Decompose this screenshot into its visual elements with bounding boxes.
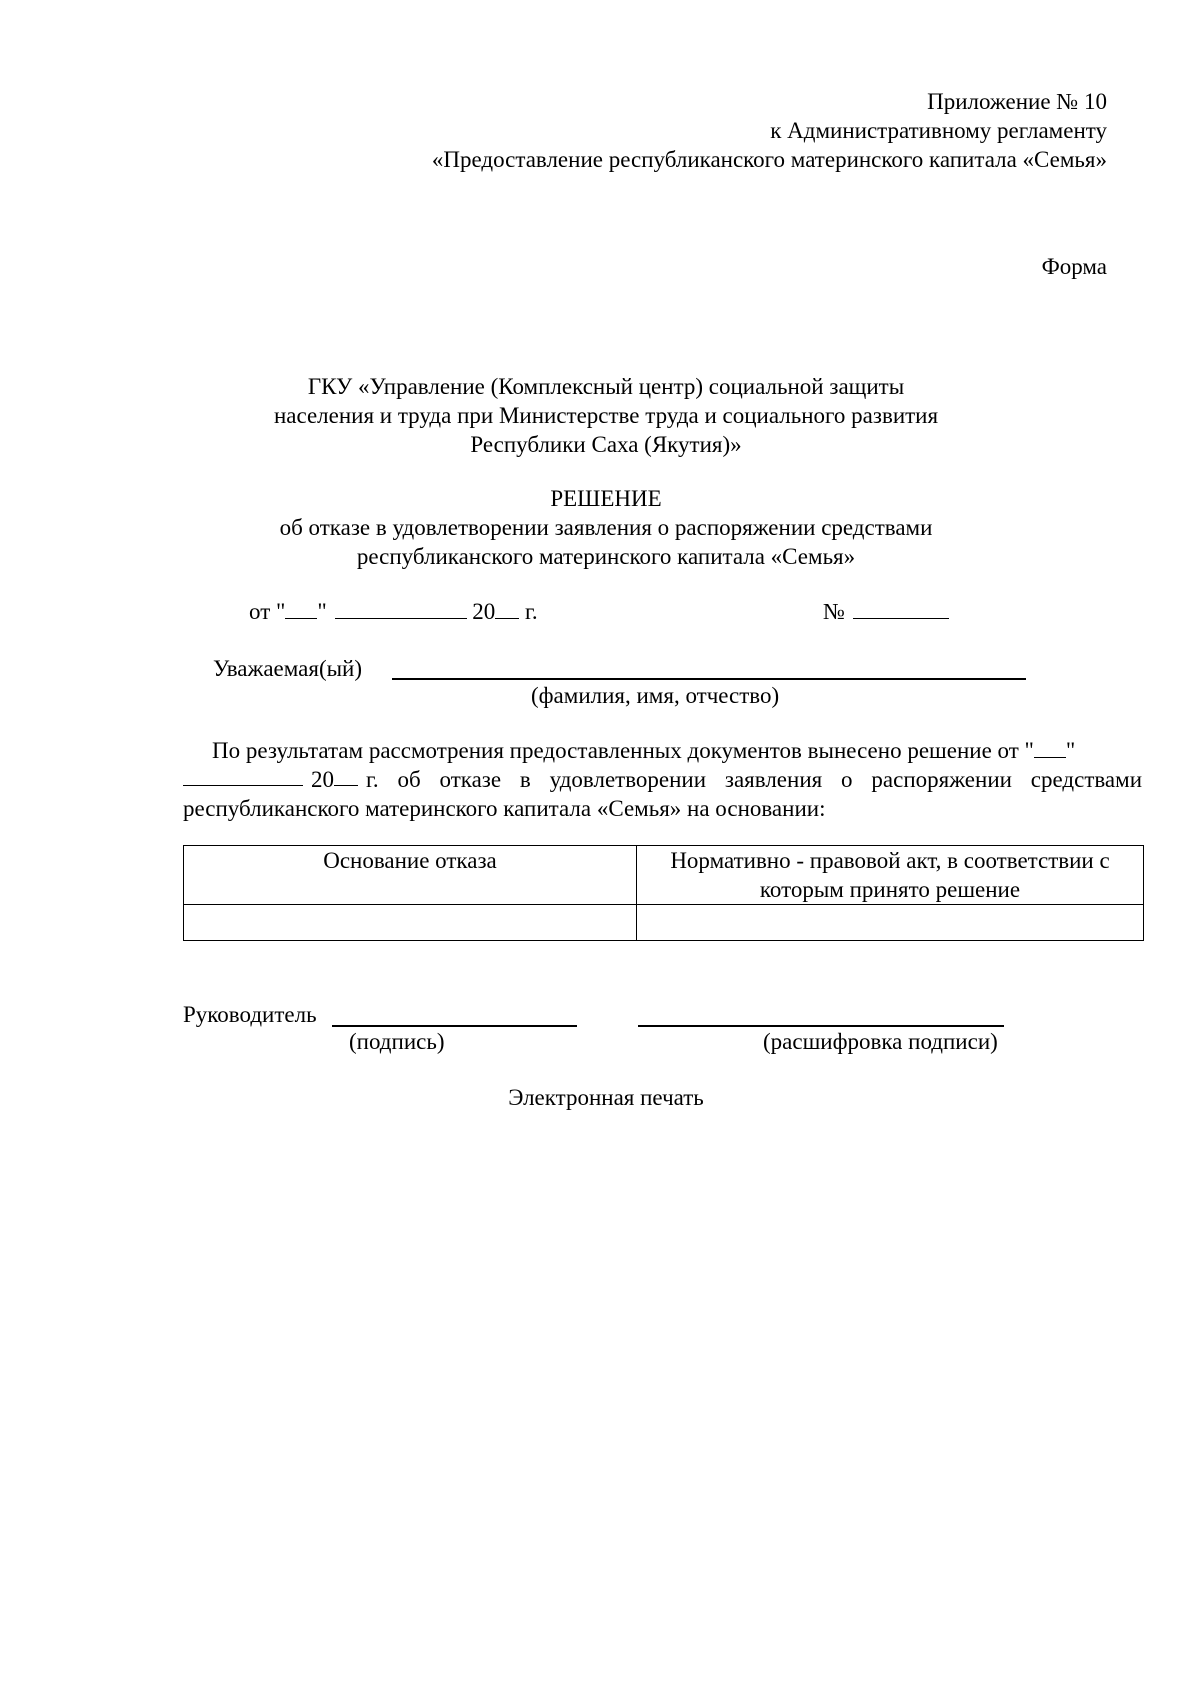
- form-label: Форма: [1041, 254, 1107, 279]
- head-label: Руководитель: [183, 1002, 317, 1027]
- signature-caption: (подпись): [349, 1029, 445, 1054]
- decision-subtitle: об отказе в удовлетворении заявления о распоряжении средствами: [279, 515, 933, 540]
- signature-decoding-blank: [638, 1003, 1004, 1027]
- table-header-row: [184, 846, 1144, 905]
- decision-heading: [170, 484, 1042, 571]
- decision-text: [183, 736, 1142, 823]
- signature-blank: [332, 1003, 577, 1027]
- year-suffix: г.: [525, 599, 538, 624]
- organization-name: [170, 372, 1042, 459]
- decision-number: [823, 597, 949, 626]
- day-blank: [285, 598, 317, 619]
- body-year-blank: [334, 765, 358, 786]
- addressee-name-blank: [392, 657, 1026, 680]
- table-cell-basis[interactable]: [184, 905, 637, 941]
- body-quote: ": [1065, 738, 1076, 763]
- date-from-label: от ": [249, 599, 286, 624]
- number-blank: [853, 598, 949, 619]
- addressee-caption: (фамилия, имя, отчество): [531, 683, 780, 708]
- decision-subtitle: республиканского материнского капитала «Семья»: [356, 544, 856, 569]
- body-year-prefix: 20: [311, 767, 334, 792]
- year-blank: [495, 598, 519, 619]
- appendix-number: Приложение № 10: [927, 89, 1107, 114]
- decision-title: РЕШЕНИЕ: [550, 486, 662, 511]
- body-line-1: По результатам рассмотрения предоставленных документов вынесено решение от ": [212, 738, 1034, 763]
- decision-date: [249, 597, 538, 626]
- body-line-3: республиканского материнского капитала «Семья» на основании:: [183, 796, 826, 821]
- organization-line: ГКУ «Управление (Комплексный центр) социальной защиты: [307, 374, 905, 399]
- month-blank: [335, 598, 467, 619]
- salutation: Уважаемая(ый): [213, 656, 363, 681]
- column-header-legal-act: Нормативно - правовой акт, в соответствии с которым принято решение: [637, 846, 1144, 905]
- year-prefix: 20: [472, 599, 496, 624]
- body-month-blank: [183, 765, 303, 786]
- signature-decoding-caption: (расшифровка подписи): [763, 1029, 998, 1054]
- organization-line: населения и труда при Министерстве труда и социального развития: [273, 403, 939, 428]
- number-label: №: [823, 599, 845, 624]
- column-header-basis: Основание отказа: [184, 846, 637, 905]
- date-quote: ": [317, 599, 327, 624]
- organization-line: Республики Саха (Якутия)»: [470, 432, 742, 457]
- body-line-2: г. об отказе в удовлетворении заявления о распоряжении средствами: [366, 767, 1142, 792]
- electronic-stamp-label: Электронная печать: [508, 1085, 704, 1110]
- table-row: [184, 905, 1144, 941]
- table-cell-legal-act[interactable]: [637, 905, 1144, 941]
- refusal-basis-table: [183, 845, 1144, 941]
- body-day-blank: [1034, 737, 1066, 758]
- regulation-reference: к Административному регламенту: [770, 118, 1107, 143]
- regulation-title: «Предоставление республиканского материнского капитала «Семья»: [431, 147, 1107, 172]
